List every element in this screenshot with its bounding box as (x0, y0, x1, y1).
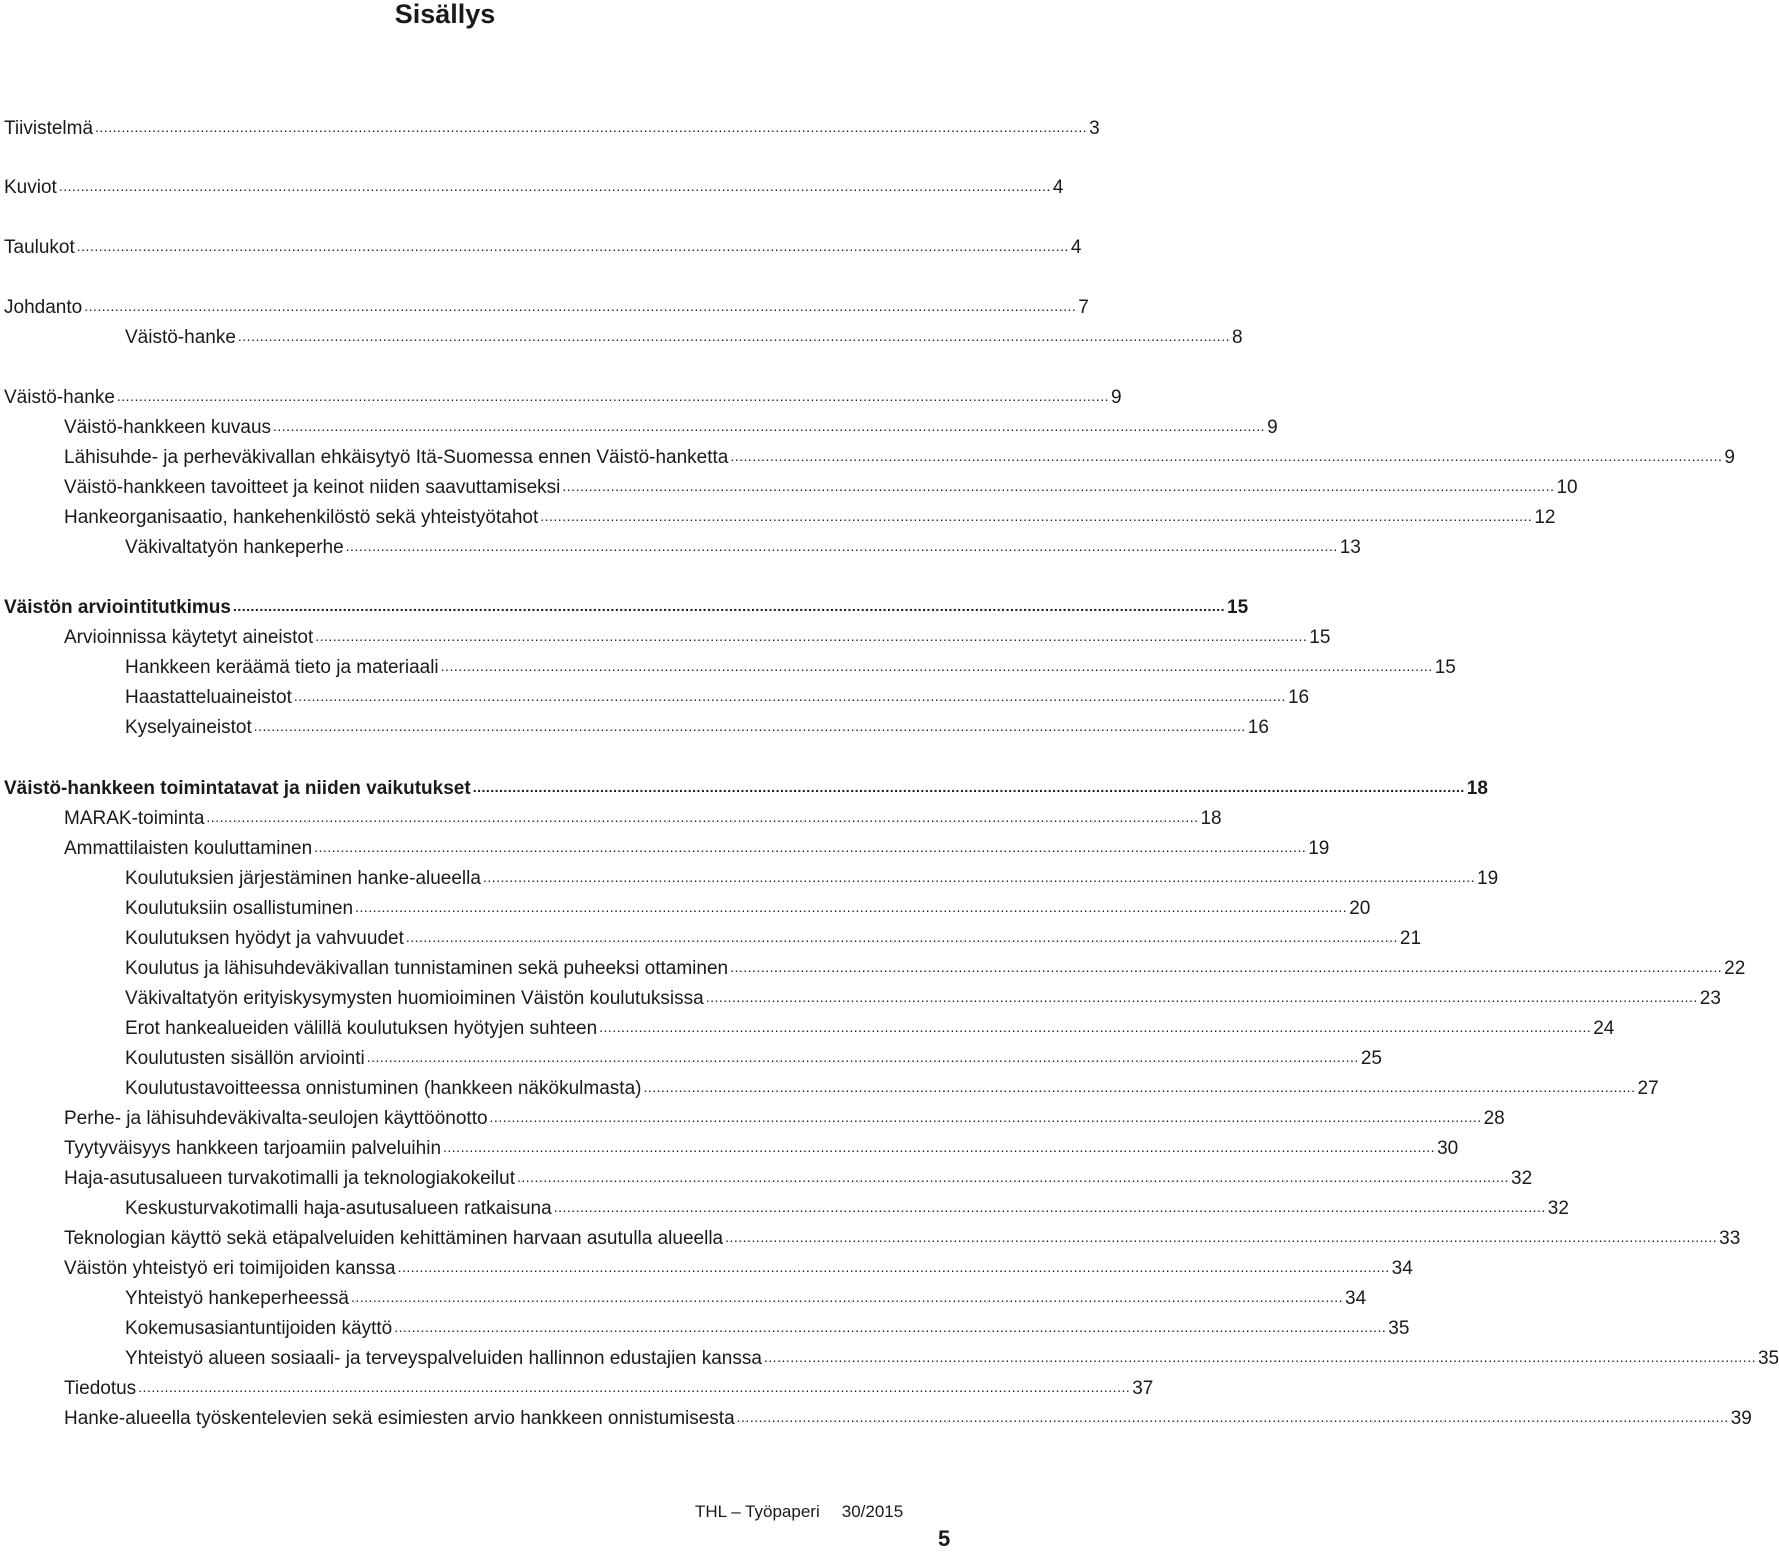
toc-entry[interactable] (0, 953, 1746, 981)
toc-entry[interactable] (0, 472, 1578, 500)
toc-entry[interactable] (0, 532, 1361, 560)
toc-entry-page: 35 (1757, 1348, 1779, 1369)
toc-entry-title: Lähisuhde- ja perheväkivallan ehkäisytyö Itä-Suomessa ennen Väistö-hanketta (64, 447, 729, 468)
dot-leader (367, 1047, 1359, 1071)
dot-leader (355, 897, 1347, 921)
toc-entry-page: 22 (1724, 958, 1746, 979)
toc-entry-page: 16 (1287, 687, 1310, 708)
toc-entry[interactable] (0, 1073, 1659, 1101)
dot-leader (441, 656, 1433, 680)
toc-entry[interactable] (0, 1193, 1569, 1221)
toc-entry[interactable] (0, 1013, 1615, 1041)
toc-entry[interactable] (0, 803, 1222, 831)
dot-leader (84, 296, 1076, 320)
toc-entry-page: 20 (1349, 898, 1371, 919)
dot-leader (314, 837, 1306, 861)
dot-leader (730, 957, 1722, 981)
toc-entry-title: Koulutus ja lähisuhdeväkivallan tunnistaminen sekä puheeksi ottaminen (125, 958, 729, 979)
toc-entry-title: Hankkeen keräämä tieto ja materiaali (125, 657, 439, 678)
toc-entry-page: 10 (1556, 477, 1578, 498)
toc-entry-page: 21 (1399, 928, 1422, 949)
toc-entry-page: 25 (1360, 1048, 1382, 1069)
dot-leader (643, 1077, 1635, 1101)
toc-entry-title: Ammattilaisten kouluttaminen (64, 838, 313, 859)
toc-entry-title: Keskusturvakotimalli haja-asutusalueen ratkaisuna (125, 1198, 552, 1219)
page-title: Sisällys (394, 0, 496, 29)
toc-entry[interactable] (0, 1313, 1410, 1341)
dot-leader (725, 1227, 1717, 1251)
dot-leader (730, 446, 1722, 470)
toc-entry-title: Teknologian käyttö sekä etäpalveluiden kehittäminen harvaan asutulla alueella (64, 1228, 724, 1249)
toc-entry-title: Arvioinnissa käytetyt aineistot (64, 627, 314, 648)
dot-leader (77, 236, 1069, 260)
toc-entry-title: Koulutuksien järjestäminen hanke-alueella (125, 868, 481, 889)
toc-entry-title: Väistön arviointitutkimus (4, 597, 231, 618)
toc-entry-page: 34 (1345, 1288, 1367, 1309)
toc-entry[interactable] (0, 833, 1330, 861)
toc-entry-page: 23 (1699, 988, 1721, 1009)
dot-leader (737, 1407, 1729, 1431)
toc-entry-title: Yhteistyö hankeperheessä (125, 1288, 349, 1309)
toc-entry-title: Kyselyaineistot (125, 717, 252, 738)
footer-publisher: THL – Työpaperi (695, 1502, 820, 1521)
toc-entry-page: 24 (1593, 1018, 1615, 1039)
dot-leader (238, 326, 1230, 350)
toc-entry-page: 9 (1110, 387, 1122, 408)
footer-issue: 30/2015 (841, 1502, 904, 1521)
toc-entry-title: Väistön yhteistyö eri toimijoiden kanssa (64, 1258, 396, 1279)
toc-entry[interactable] (0, 622, 1331, 650)
dot-leader (138, 1377, 1130, 1401)
toc-entry-title: Väkivaltatyön erityiskysymysten huomioiminen Väistön koulutuksissa (125, 988, 704, 1009)
dot-leader (351, 1287, 1343, 1311)
dot-leader (95, 117, 1087, 141)
toc-entry-page: 35 (1388, 1318, 1410, 1339)
dot-leader (562, 476, 1554, 500)
toc-entry[interactable] (0, 923, 1422, 951)
dot-leader (764, 1347, 1756, 1371)
toc-entry[interactable] (0, 1043, 1382, 1071)
toc-entry-title: Väistö-hankkeen tavoitteet ja keinot niiden saavuttamiseksi (64, 477, 561, 498)
toc-entry-page: 18 (1466, 778, 1488, 799)
toc-entry-title: Erot hankealueiden välillä koulutuksen hyötyjen suhteen (125, 1018, 598, 1039)
toc-entry-title: Väistö-hanke (4, 387, 115, 408)
dot-leader (599, 1017, 1591, 1041)
dot-leader (294, 686, 1286, 710)
toc-entry-page: 32 (1511, 1168, 1533, 1189)
toc-entry[interactable] (0, 1103, 1505, 1131)
toc-entry[interactable] (0, 1223, 1741, 1251)
toc-entry[interactable] (0, 712, 1269, 740)
toc-entry[interactable] (0, 773, 1488, 801)
toc-entry[interactable] (0, 172, 1064, 200)
toc-entry-page: 27 (1637, 1078, 1659, 1099)
dot-leader (233, 596, 1225, 620)
toc-entry-title: Väkivaltatyön hankeperhe (125, 537, 344, 558)
toc-entry-page: 4 (1070, 237, 1082, 258)
toc-entry-title: Kokemusasiantuntijoiden käyttö (125, 1318, 393, 1339)
toc-entry-title: Koulutustavoitteessa onnistuminen (hankkeen näkökulmasta) (125, 1078, 642, 1099)
toc-entry-title: Haja-asutusalueen turvakotimalli ja teknologiakokeilut (64, 1168, 515, 1189)
dot-leader (490, 1107, 1482, 1131)
toc-entry-title: Yhteistyö alueen sosiaali- ja terveyspalveluiden hallinnon edustajien kanssa (125, 1348, 762, 1369)
toc-entry-page: 9 (1267, 417, 1278, 438)
toc-entry[interactable] (0, 652, 1456, 680)
dot-leader (554, 1197, 1546, 1221)
dot-leader (473, 777, 1465, 801)
toc-entry[interactable] (0, 442, 1735, 470)
toc-entry-page: 18 (1200, 808, 1222, 829)
toc-entry[interactable] (0, 1283, 1367, 1311)
dot-leader (254, 716, 1246, 740)
toc-entry[interactable] (0, 322, 1243, 350)
dot-leader (443, 1137, 1435, 1161)
toc-entry-page: 4 (1052, 177, 1064, 198)
toc-entry[interactable] (0, 893, 1371, 921)
dot-leader (206, 807, 1198, 831)
toc-entry-title: Hanke-alueella työskentelevien sekä esimiesten arvio hankkeen onnistumisesta (64, 1408, 735, 1429)
dot-leader (117, 386, 1109, 410)
toc-entry[interactable] (0, 863, 1499, 891)
toc-entry-page: 34 (1391, 1258, 1413, 1279)
toc-entry-page: 9 (1724, 447, 1735, 468)
toc-entry-title: Johdanto (4, 297, 83, 318)
toc-entry-page: 8 (1231, 327, 1243, 348)
toc-entry-page: 28 (1483, 1108, 1505, 1129)
toc-entry-title: Hankeorganisaatio, hankehenkilöstö sekä yhteistyötahot (64, 507, 539, 528)
toc-entry-title: Tiivistelmä (4, 118, 94, 139)
toc-entry[interactable] (0, 592, 1249, 620)
toc-entry[interactable] (0, 292, 1089, 320)
toc-entry-title: Kuviot (4, 177, 57, 198)
toc-entry-title: Haastatteluaineistot (125, 687, 292, 708)
dot-leader (398, 1257, 1390, 1281)
dot-leader (59, 176, 1051, 200)
toc-entry-page: 15 (1227, 597, 1249, 618)
toc-entry[interactable] (0, 502, 1556, 530)
toc-entry-page: 13 (1339, 537, 1361, 558)
toc-entry[interactable] (0, 1373, 1154, 1401)
toc-entry[interactable] (0, 682, 1310, 710)
toc-entry-page: 12 (1534, 507, 1556, 528)
dot-leader (540, 506, 1532, 530)
toc-entry-page: 33 (1719, 1228, 1741, 1249)
toc-entry-title: Taulukot (4, 237, 75, 258)
toc-entry-title: Tiedotus (64, 1378, 137, 1399)
toc-entry-title: Koulutusten sisällön arviointi (125, 1048, 365, 1069)
toc-entry-title: Tyytyväisyys hankkeen tarjoamiin palveluihin (64, 1138, 442, 1159)
dot-leader (346, 536, 1338, 560)
toc-entry[interactable] (0, 1253, 1413, 1281)
dot-leader (706, 987, 1698, 1011)
toc-entry[interactable] (0, 983, 1721, 1011)
toc-entry-page: 15 (1434, 657, 1456, 678)
dot-leader (273, 416, 1265, 440)
toc-entry-page: 19 (1477, 868, 1499, 889)
toc-entry[interactable] (0, 232, 1082, 260)
toc-entry-title: Koulutuksen hyödyt ja vahvuudet (125, 928, 404, 949)
toc-entry-title: Väistö-hankkeen kuvaus (64, 417, 272, 438)
toc-entry-page: 3 (1089, 118, 1100, 139)
toc-entry-page: 15 (1309, 627, 1331, 648)
toc-entry-title: Koulutuksiin osallistuminen (125, 898, 354, 919)
dot-leader (483, 867, 1475, 891)
toc-entry[interactable] (0, 1343, 1779, 1371)
toc-entry[interactable] (0, 1163, 1533, 1191)
toc-entry-page: 32 (1547, 1198, 1569, 1219)
page-number: 5 (938, 1526, 951, 1551)
toc-entry[interactable] (0, 382, 1122, 410)
toc-entry-title: MARAK-toiminta (64, 808, 205, 829)
toc-entry-title: Väistö-hanke (125, 327, 236, 348)
toc-entry-page: 30 (1437, 1138, 1459, 1159)
toc-entry[interactable] (0, 412, 1278, 440)
toc-entry-title: Perhe- ja lähisuhdeväkivalta-seulojen käyttöönotto (64, 1108, 488, 1129)
dot-leader (517, 1167, 1509, 1191)
toc-entry[interactable] (0, 1403, 1752, 1431)
toc-entry-page: 19 (1308, 838, 1330, 859)
toc-entry-page: 7 (1078, 297, 1089, 318)
toc-entry-page: 39 (1730, 1408, 1752, 1429)
toc-entry-page: 37 (1132, 1378, 1154, 1399)
dot-leader (394, 1317, 1386, 1341)
toc-entry-title: Väistö-hankkeen toimintatavat ja niiden vaikutukset (4, 778, 471, 799)
page-footer (695, 1502, 903, 1522)
toc-entry-page: 16 (1247, 717, 1269, 738)
dot-leader (315, 626, 1307, 650)
toc-entry[interactable] (0, 113, 1100, 141)
toc-entry[interactable] (0, 1133, 1459, 1161)
dot-leader (406, 927, 1398, 951)
